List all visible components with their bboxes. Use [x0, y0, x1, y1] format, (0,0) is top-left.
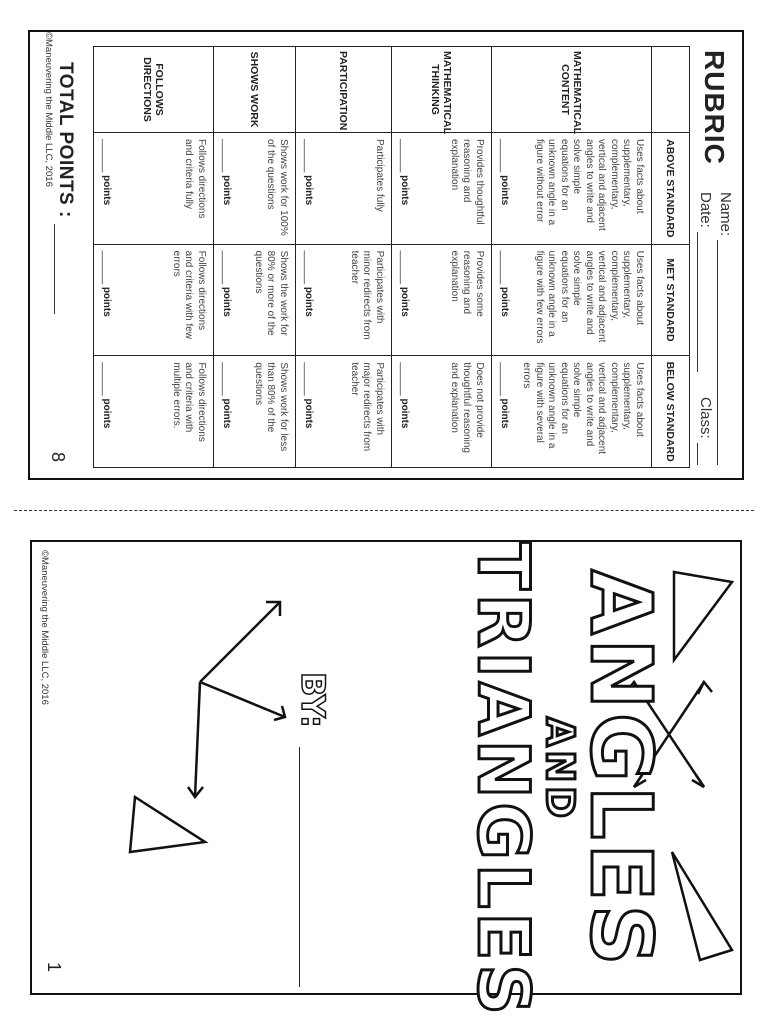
triangle-top-left-icon	[674, 572, 732, 660]
date-label: Date:	[697, 192, 714, 228]
rubric-row	[214, 47, 296, 468]
date-field	[697, 192, 714, 372]
row-header: MATHEMATICAL THINKING	[392, 47, 492, 133]
rubric-cell: Participates with major redirects from teacher ______ points	[296, 356, 392, 468]
row-header: MATHEMATICAL CONTENT	[492, 47, 652, 133]
total-points-blank	[54, 224, 55, 314]
points-blank: ______ points	[399, 139, 411, 206]
rubric-cell: Participates fully ______ points	[296, 133, 392, 245]
rubric-page	[28, 30, 744, 480]
angle-arrows-icon	[188, 602, 285, 797]
points-blank: ______ points	[221, 250, 233, 317]
class-field	[697, 397, 714, 465]
title-and: AND	[538, 717, 582, 822]
name-label: Name:	[717, 192, 734, 237]
points-blank: ______ points	[101, 250, 113, 317]
points-blank: ______ points	[499, 362, 511, 429]
class-label: Class:	[697, 397, 714, 439]
rubric-cell: Uses facts about supplementary, complementary, vertical and adjacent angles to write and solve simple equations for an unknown angle in a figure without error ______ points	[492, 133, 652, 245]
column-header-above: ABOVE STANDARD	[652, 133, 690, 245]
column-header-met: MET STANDARD	[652, 244, 690, 356]
points-blank: ______ points	[221, 139, 233, 206]
rubric-cell: Provides some reasoning and explanation ______ points	[392, 244, 492, 356]
cover-copyright: ©Maneuvering the Middle LLC, 2016	[39, 550, 50, 705]
name-field	[717, 192, 734, 465]
rubric-cell: Follows directions and criteria fully ______ points	[94, 133, 214, 245]
total-points-label: TOTAL POINTS :	[55, 62, 76, 218]
rubric-row	[492, 47, 652, 468]
rubric-page-number: 8	[48, 452, 68, 463]
cover-page-number: 1	[44, 962, 64, 973]
rubric-header-row	[652, 47, 690, 468]
rubric-cell: Uses facts about supplementary, complementary, vertical and adjacent angles to write and solve simple equations for an unknown angle in a figure with few errors ______ points	[492, 244, 652, 356]
corner-header	[652, 47, 690, 133]
rubric-cell: Shows work for 100% of the questions ______ points	[214, 133, 296, 245]
points-blank: ______ points	[499, 250, 511, 317]
row-header: FOLLOWS DIRECTIONS	[94, 47, 214, 133]
points-blank: ______ points	[101, 139, 113, 206]
rubric-page-content	[30, 32, 744, 482]
triangle-top-right-icon	[672, 852, 732, 960]
points-blank: ______ points	[303, 362, 315, 429]
rubric-cell: Shows the work for 80% or more of the questions ______ points	[214, 244, 296, 356]
rubric-copyright: ©Maneuvering the Middle LLC, 2016	[43, 32, 54, 187]
rubric-title: RUBRIC	[699, 50, 730, 165]
rubric-row	[94, 47, 214, 468]
points-blank: ______ points	[221, 362, 233, 429]
points-blank: ______ points	[499, 139, 511, 206]
name-blank	[717, 240, 718, 465]
row-header: PARTICIPATION	[296, 47, 392, 133]
triangle-bottom-right-icon	[130, 797, 205, 852]
title-angles: ANGLES	[572, 569, 670, 970]
by-label: BY:	[294, 672, 332, 728]
rubric-cell: Participates with minor redirects from teacher ______ points	[296, 244, 392, 356]
points-blank: ______ points	[303, 139, 315, 206]
row-header: SHOWS WORK	[214, 47, 296, 133]
title-triangles: TRIANGLES	[462, 542, 544, 1019]
by-blank	[299, 747, 300, 987]
rubric-table	[93, 46, 690, 468]
points-blank: ______ points	[303, 250, 315, 317]
rubric-cell: Provides thoughtful reasoning and explanation ______ points	[392, 133, 492, 245]
column-header-below: BELOW STANDARD	[652, 356, 690, 468]
cut-line	[14, 510, 754, 511]
rubric-cell: Shows work for less than 80% of the questions ______ points	[214, 356, 296, 468]
class-blank	[697, 443, 698, 465]
rubric-row	[296, 47, 392, 468]
date-blank	[697, 232, 698, 372]
points-blank: ______ points	[399, 362, 411, 429]
rubric-cell: Does not provide thoughtful reasoning and explanation ______ points	[392, 356, 492, 468]
rubric-cell: Follows directions and criteria with multiple errors. ______ points	[94, 356, 214, 468]
rubric-cell: Follows directions and criteria with few errors ______ points	[94, 244, 214, 356]
cover-page	[30, 540, 742, 1019]
rubric-cell: Uses facts about supplementary, complementary, vertical and adjacent angles to write and solve simple equations for an unknown angle in a figure with several errors ______ points	[492, 356, 652, 468]
rubric-row	[392, 47, 492, 468]
points-blank: ______ points	[101, 362, 113, 429]
cover-page-content	[30, 542, 740, 1019]
points-blank: ______ points	[399, 250, 411, 317]
total-points	[54, 62, 76, 314]
